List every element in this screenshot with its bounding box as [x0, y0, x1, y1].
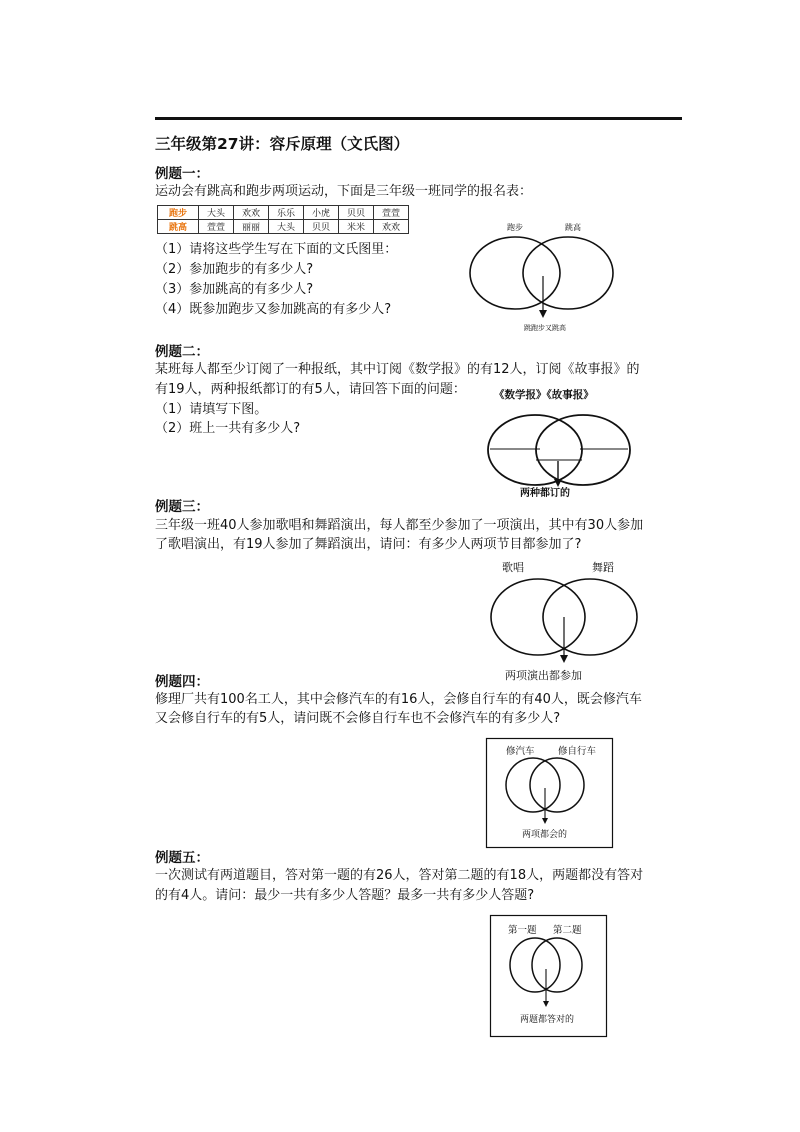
venn-right-circle [543, 579, 637, 655]
venn-right-label: 第二题 [553, 925, 582, 936]
venn-left-circle [491, 579, 585, 655]
venn-left-circle [510, 938, 560, 992]
pointer-arrow [554, 479, 562, 487]
ex4-heading: 例题四： [155, 674, 209, 690]
ex5-heading: 例题五： [155, 850, 209, 866]
table-cell: 跳高 [158, 220, 199, 234]
ex1-intro: 运动会有跳高和跑步两项运动，下面是三年级一班同学的报名表： [155, 184, 533, 199]
venn-left-circle [506, 758, 560, 812]
table-cell: 萱萱 [374, 206, 409, 220]
ex2-question-2: （2）班上一共有多少人? [155, 421, 301, 436]
ex3-heading: 例题三： [155, 499, 209, 515]
table-cell: 大头 [199, 206, 234, 220]
venn-left-label: 第一题 [508, 925, 537, 936]
venn-bottom-label: 两题都答对的 [520, 1015, 575, 1025]
venn-right-label: 跳高 [565, 223, 581, 232]
ex1-question-2: （2）参加跑步的有多少人? [155, 262, 314, 277]
ex3-line-2: 了歌唱演出，有19人参加了舞蹈演出，请问：有多少人两项节目都参加了? [155, 537, 582, 552]
venn-right-label: 修自行车 [558, 746, 597, 757]
venn-bottom-label: 跳跑步又跳高 [524, 324, 566, 332]
ex1-question-4: （4）既参加跑步又参加跳高的有多少人? [155, 302, 392, 317]
ex2-heading: 例题二： [155, 344, 209, 360]
table-cell: 萱萱 [199, 220, 234, 234]
top-rule [155, 117, 682, 120]
venn-top-label: 《数学报》《故事报》 [494, 389, 594, 401]
ex5-line-2: 的有4人。请问：最少一共有多少人答题？最多一共有多少人答题? [155, 888, 535, 903]
ex1-question-3: （3）参加跳高的有多少人? [155, 282, 314, 297]
table-cell: 欢欢 [374, 220, 409, 234]
venn-diagram-3 [480, 555, 670, 685]
pointer-arrow [543, 1001, 549, 1007]
venn-left-circle [470, 237, 560, 309]
table-cell: 米米 [339, 220, 374, 234]
pointer-arrow [539, 310, 547, 318]
venn-left-label: 跑步 [507, 223, 523, 232]
registration-table [157, 205, 409, 234]
table-row [158, 206, 409, 220]
venn-diagram-2 [480, 385, 670, 500]
table-cell: 乐乐 [269, 206, 304, 220]
table-cell: 贝贝 [339, 206, 374, 220]
venn-right-circle [523, 237, 613, 309]
ex1-question-1: （1）请将这些学生写在下面的文氏图里： [155, 242, 398, 257]
table-cell: 欢欢 [234, 206, 269, 220]
venn-right-circle [536, 415, 630, 485]
venn-right-label: 舞蹈 [592, 561, 614, 574]
pointer-arrow [542, 818, 548, 824]
table-cell: 小虎 [304, 206, 339, 220]
pointer-arrow [560, 655, 568, 663]
venn-diagram-4 [486, 738, 616, 850]
venn-right-circle [530, 758, 584, 812]
ex4-line-2: 又会修自行车的有5人，请问既不会修自行车也不会修汽车的有多少人? [155, 711, 561, 726]
venn-bottom-label: 两项都会的 [522, 830, 568, 840]
venn-left-circle [488, 415, 582, 485]
table-row [158, 220, 409, 234]
table-cell: 跑步 [158, 206, 199, 220]
ex4-line-1: 修理厂共有100名工人，其中会修汽车的有16人，会修自行车的有40人，既会修汽车 [155, 692, 642, 707]
venn-right-circle [532, 938, 582, 992]
ex2-question-1: （1）请填写下图。 [155, 402, 268, 417]
ex1-heading: 例题一： [155, 166, 209, 182]
venn-diagram-5 [490, 915, 610, 1040]
venn-bottom-label: 两种都订的 [520, 488, 570, 499]
page-title: 三年级第27讲：容斥原理（文氏图） [155, 135, 410, 153]
table-cell: 丽丽 [234, 220, 269, 234]
ex3-line-1: 三年级一班40人参加歌唱和舞蹈演出，每人都至少参加了一项演出，其中有30人参加 [155, 518, 644, 533]
venn-diagram-1 [460, 218, 660, 338]
venn-left-label: 歌唱 [502, 561, 524, 574]
venn-left-label: 修汽车 [506, 746, 535, 757]
ex2-line-2: 有19人，两种报纸都订的有5人，请回答下面的问题： [155, 382, 466, 397]
ex5-line-1: 一次测试有两道题目，答对第一题的有26人，答对第二题的有18人，两题都没有答对 [155, 868, 644, 883]
table-cell: 贝贝 [304, 220, 339, 234]
venn-bottom-label: 两项演出都参加 [505, 669, 582, 682]
ex2-line-1: 某班每人都至少订阅了一种报纸，其中订阅《数学报》的有12人，订阅《故事报》的 [155, 362, 640, 377]
table-cell: 大头 [269, 220, 304, 234]
